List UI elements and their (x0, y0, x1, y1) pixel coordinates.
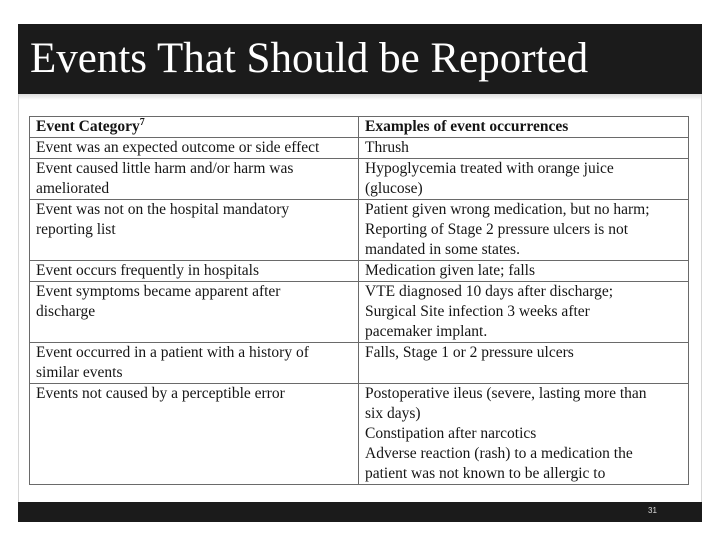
cell-line: Falls, Stage 1 or 2 pressure ulcers (365, 344, 574, 361)
category-cell (30, 138, 359, 159)
category-cell (30, 261, 359, 282)
table-row (30, 159, 689, 200)
cell-line: Postoperative ileus (severe, lasting more than (365, 385, 647, 402)
events-table (29, 116, 689, 485)
category-cell (30, 384, 359, 485)
cell-line: Thrush (365, 139, 409, 156)
category-cell (30, 343, 359, 384)
cell-line: reporting list (36, 221, 116, 238)
category-cell (30, 200, 359, 261)
cell-line: Event symptoms became apparent after (36, 283, 281, 300)
cell-line: Adverse reaction (rash) to a medication the (365, 445, 633, 462)
cell-line: (glucose) (365, 180, 423, 197)
page-number: 31 (648, 506, 657, 515)
header-event-category (30, 117, 359, 138)
cell-line: Medication given late; falls (365, 262, 536, 279)
cell-line: Constipation after narcotics (365, 425, 537, 442)
examples-cell (359, 138, 689, 159)
table-row (30, 343, 689, 384)
cell-line: Event occurred in a patient with a history of (36, 344, 309, 361)
cell-line: Reporting of Stage 2 pressure ulcers is not (365, 221, 629, 238)
table-row (30, 261, 689, 282)
examples-cell (359, 261, 689, 282)
cell-line: Hypoglycemia treated with orange juice (365, 160, 614, 177)
table-row (30, 384, 689, 485)
category-cell (30, 159, 359, 200)
cell-line: Patient given wrong medication, but no harm; (365, 201, 650, 218)
table-header-row (30, 117, 689, 138)
cell-line: Event was not on the hospital mandatory (36, 201, 290, 218)
cell-line: ameliorated (36, 180, 110, 197)
cell-line: six days) (365, 405, 421, 422)
cell-line: Event was an expected outcome or side effect (36, 139, 320, 156)
cell-line: mandated in some states. (365, 241, 520, 258)
cell-line: VTE diagnosed 10 days after discharge; (365, 283, 614, 300)
footer-bar (18, 502, 702, 522)
slide-title: Events That Should be Reported (30, 35, 589, 82)
table-row (30, 200, 689, 261)
title-bar (18, 24, 702, 94)
examples-cell (359, 282, 689, 343)
cell-line: Events not caused by a perceptible error (36, 385, 285, 402)
frame-top-shadow (19, 94, 701, 100)
header-footnote-mark: 7 (139, 117, 145, 128)
cell-line: patient was not known to be allergic to (365, 465, 606, 482)
header-examples: Examples of event occurrences (359, 117, 689, 138)
cell-line: pacemaker implant. (365, 323, 488, 340)
cell-line: discharge (36, 303, 96, 320)
table-row (30, 282, 689, 343)
category-cell (30, 282, 359, 343)
cell-line: similar events (36, 364, 123, 381)
header-event-category-label: Event Category (36, 118, 140, 135)
cell-line: Event occurs frequently in hospitals (36, 262, 259, 279)
examples-cell (359, 343, 689, 384)
table-image-frame (18, 94, 702, 502)
table-row (30, 138, 689, 159)
cell-line: Surgical Site infection 3 weeks after (365, 303, 590, 320)
examples-cell (359, 159, 689, 200)
examples-cell (359, 200, 689, 261)
examples-cell (359, 384, 689, 485)
cell-line: Event caused little harm and/or harm was (36, 160, 294, 177)
